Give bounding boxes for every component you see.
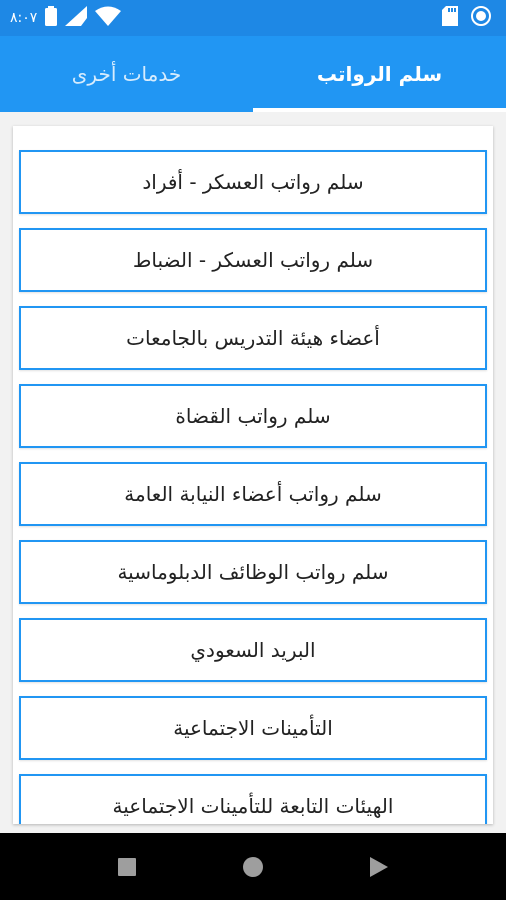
back-triangle-icon[interactable]	[349, 833, 409, 900]
list-item-label: أعضاء هيئة التدريس بالجامعات	[126, 326, 380, 350]
list-item-saudi-post[interactable]	[19, 618, 487, 682]
list-item-label: سلم رواتب أعضاء النيابة العامة	[124, 482, 382, 506]
list-item-military-officers[interactable]	[19, 228, 487, 292]
list-item-judges[interactable]	[19, 384, 487, 448]
list-item-public-prosecution[interactable]	[19, 462, 487, 526]
status-left-group	[10, 6, 121, 30]
tab-other-services[interactable]	[0, 36, 253, 112]
list-item-label: التأمينات الاجتماعية	[173, 716, 333, 740]
tab-salary-scales[interactable]	[253, 36, 506, 112]
sync-icon	[470, 5, 492, 31]
tab-salary-scales-label: سلم الرواتب	[316, 62, 443, 86]
list-item-label: الهيئات التابعة للتأمينات الاجتماعية	[112, 794, 394, 818]
battery-icon	[45, 6, 57, 30]
list-item-military-individuals[interactable]	[19, 150, 487, 214]
wifi-icon	[95, 6, 121, 30]
list-item-label: سلم رواتب الوظائف الدبلوماسية	[117, 560, 389, 584]
home-circle-icon[interactable]	[223, 833, 283, 900]
status-right-group	[442, 6, 492, 30]
list-item-diplomatic-jobs[interactable]	[19, 540, 487, 604]
content-area	[0, 112, 506, 833]
list-item-label: البريد السعودي	[190, 638, 316, 662]
list-card[interactable]	[13, 126, 493, 824]
list-item-label: سلم رواتب القضاة	[175, 404, 331, 428]
navigation-bar	[0, 833, 506, 900]
signal-icon	[65, 6, 87, 30]
tab-other-services-label: خدمات أخرى	[71, 62, 182, 86]
list-item-social-insurance-agencies[interactable]	[19, 774, 487, 824]
list-item-university-faculty[interactable]	[19, 306, 487, 370]
sd-card-icon	[442, 6, 458, 30]
status-bar	[0, 0, 506, 36]
app-bar-tabs	[0, 36, 506, 112]
salary-list	[19, 150, 487, 824]
recents-square-icon[interactable]	[97, 833, 157, 900]
list-item-label: سلم رواتب العسكر - أفراد	[142, 170, 364, 194]
list-item-label: سلم رواتب العسكر - الضباط	[132, 248, 374, 272]
list-item-social-insurance[interactable]	[19, 696, 487, 760]
clock: ٨:٠٧	[10, 10, 38, 26]
